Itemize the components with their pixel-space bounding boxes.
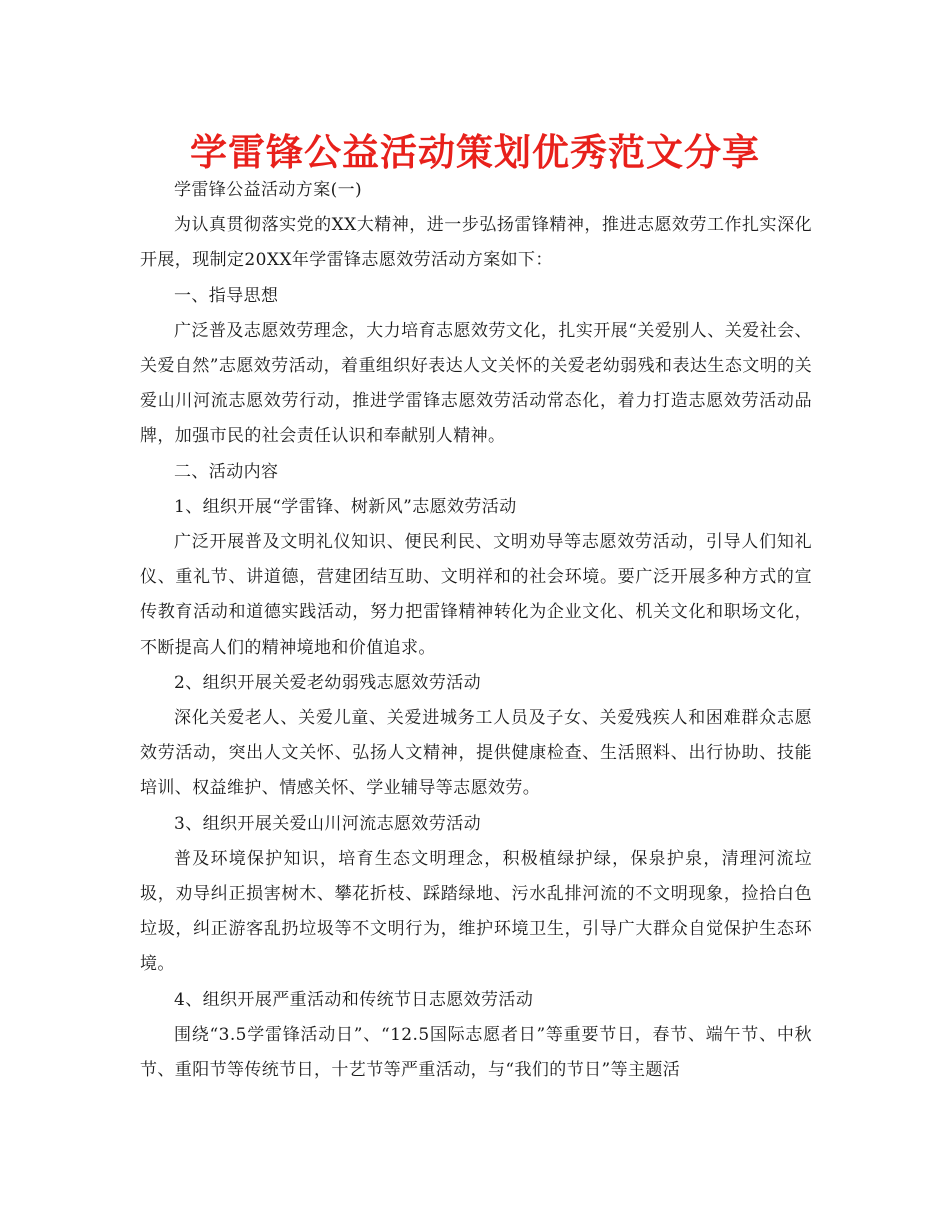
heading-guiding-idea: 一、指导思想: [174, 285, 279, 306]
subheading-item-2: 2、组织开展关爱老幼弱残志愿效劳活动: [174, 672, 482, 693]
paragraph-guiding-idea: 广泛普及志愿效劳理念，大力培育志愿效劳文化，扎实开展“关爱别人、关爱社会、关爱自然”志愿效劳活动，着重组织好表达人文关怀的关爱老幼弱残和表达生态文明的关爱山川河流志愿效劳行动，推进学雷锋志愿效劳活动常态化，着力打造志愿效劳活动品牌，加强市民的社会责任认识和奉献别人精神。: [140, 320, 812, 447]
paragraph-item-3: 普及环境保护知识，培育生态文明理念，积极植绿护绿，保泉护泉，清理河流垃圾，劝导纠正损害树木、攀花折枝、踩踏绿地、污水乱排河流的不文明现象，捡拾白色垃圾，纠正游客乱扔垃圾等不文明行为，维护环境卫生，引导广大群众自觉保护生态环境。: [140, 848, 812, 975]
paragraph-item-4: 围绕“3.5学雷锋活动日”、“12.5国际志愿者日”等重要节日，春节、端午节、中秋节、重阳节等传统节日，十艺节等严重活动，与“我们的节日”等主题活: [140, 1024, 812, 1081]
document-title: 学雷锋公益活动策划优秀范文分享: [190, 130, 760, 174]
heading-activity-content: 二、活动内容: [174, 461, 279, 482]
paragraph-item-1: 广泛开展普及文明礼仪知识、便民利民、文明劝导等志愿效劳活动，引导人们知礼仪、重礼节、讲道德，营建团结互助、文明祥和的社会环境。要广泛开展多种方式的宣传教育活动和道德实践活动，努力把雷锋精神转化为企业文化、机关文化和职场文化，不断提高人们的精神境地和价值追求。: [140, 532, 812, 658]
subheading-item-1: 1、组织开展“学雷锋、树新风”志愿效劳活动: [174, 496, 517, 517]
subheading-item-4: 4、组织开展严重活动和传统节日志愿效劳活动: [174, 989, 534, 1010]
paragraph-item-2: 深化关爱老人、关爱儿童、关爱进城务工人员及子女、关爱残疾人和困难群众志愿效劳活动，突出人文关怀、弘扬人文精神，提供健康检查、生活照料、出行协助、技能培训、权益维护、情感关怀、学业辅导等志愿效劳。: [140, 708, 812, 799]
subheading-item-3: 3、组织开展关爱山川河流志愿效劳活动: [174, 813, 482, 834]
intro-paragraph: 为认真贯彻落实党的XX大精神，进一步弘扬雷锋精神，推进志愿效劳工作扎实深化开展，现制定20XX年学雷锋志愿效劳活动方案如下：: [140, 215, 812, 271]
section-subtitle: 学雷锋公益活动方案(一): [174, 180, 363, 200]
document-body: [140, 173, 812, 1088]
